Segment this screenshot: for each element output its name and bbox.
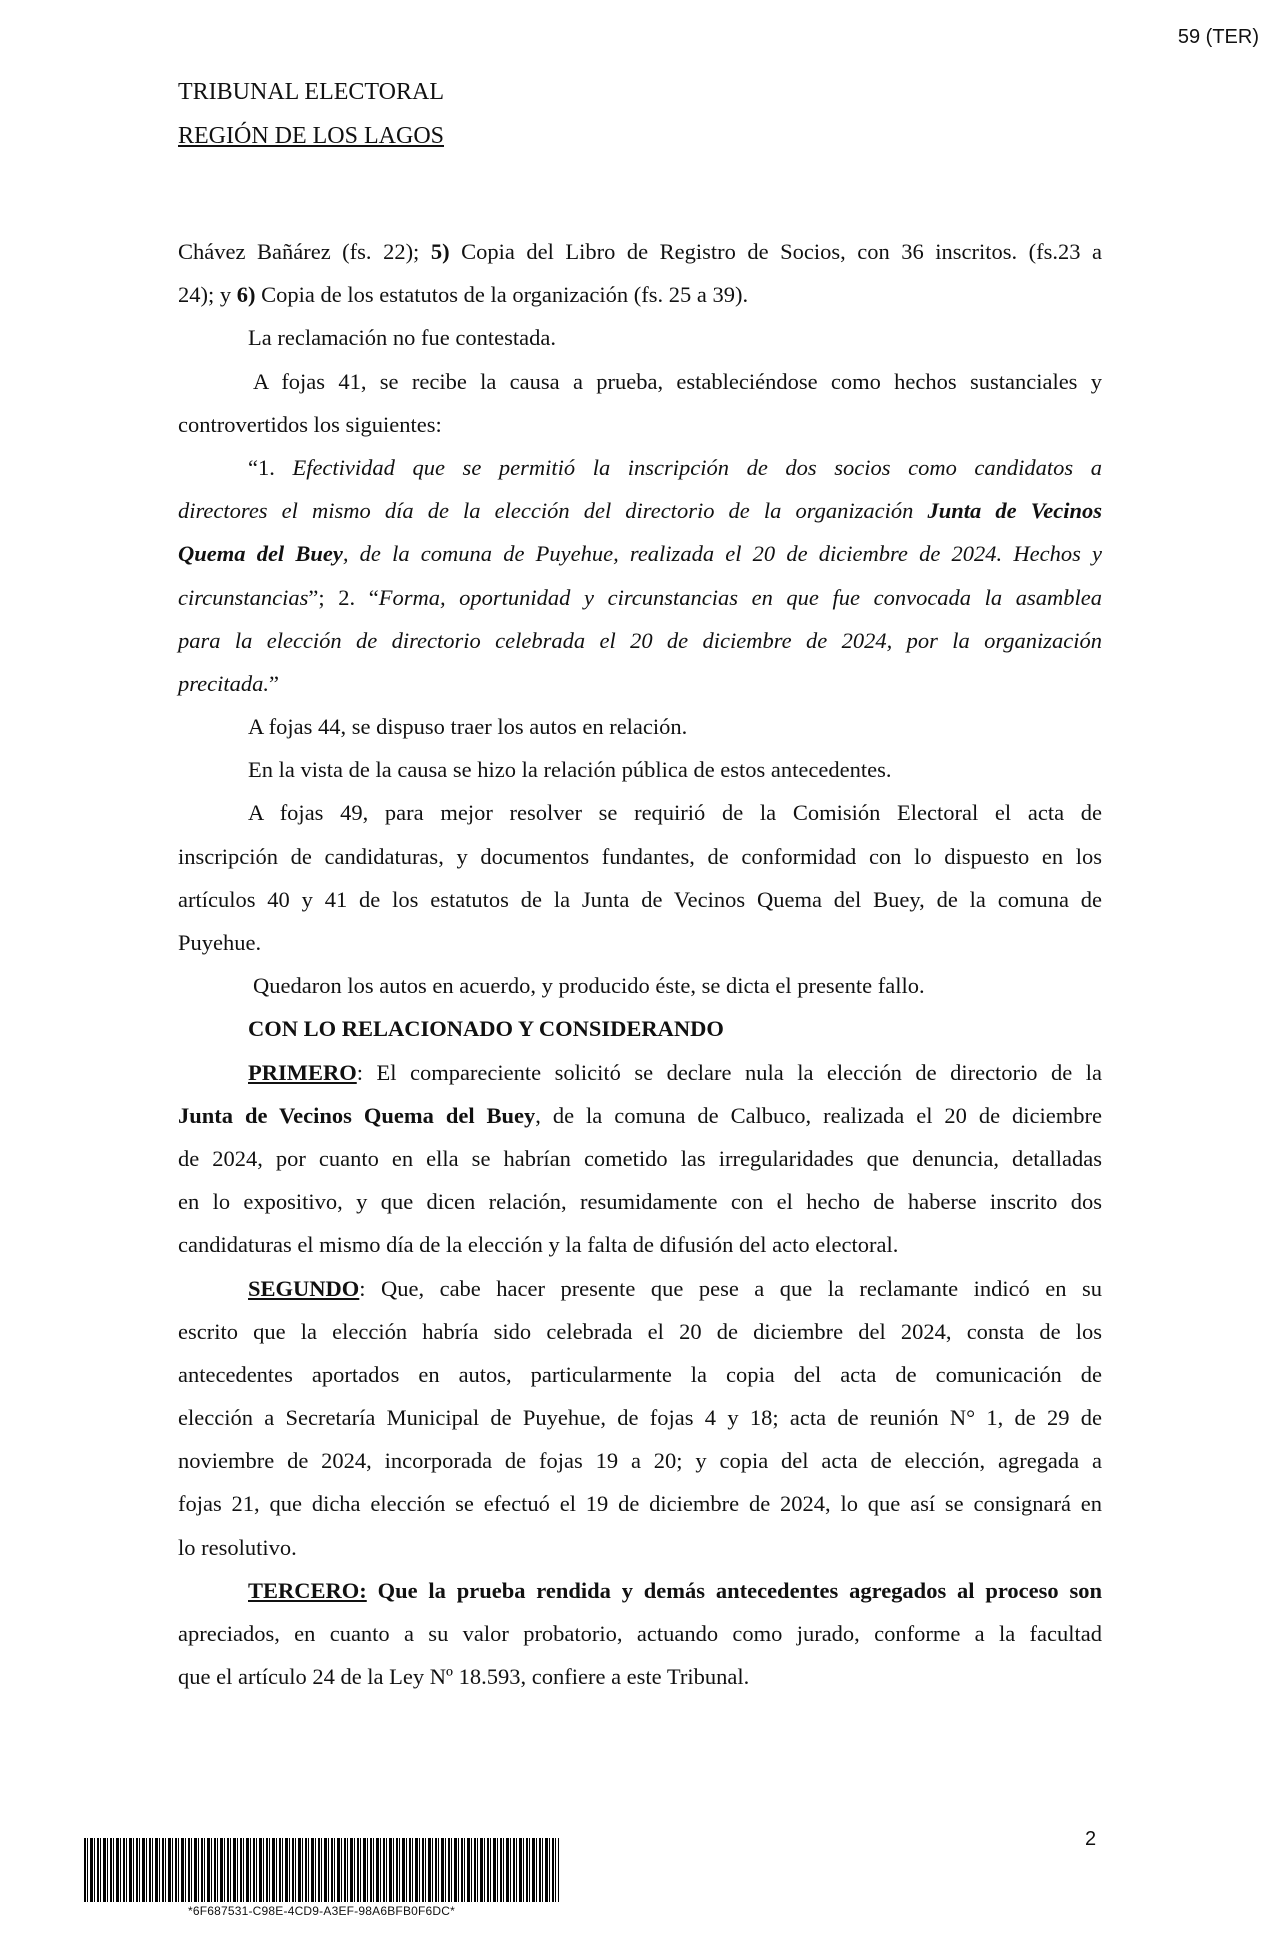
- court-name: TRIBUNAL ELECTORAL: [178, 79, 444, 105]
- text-line: PRIMERO: El compareciente solicitó se declare nula la elección de directorio de la: [248, 1059, 1102, 1085]
- section-heading: CON LO RELACIONADO Y CONSIDERANDO: [248, 1016, 724, 1042]
- barcode: [84, 1838, 559, 1918]
- text-line: inscripción de candidaturas, y documentos fundantes, de conformidad con lo dispuesto en los: [178, 843, 1102, 869]
- clause-label: SEGUNDO: [248, 1275, 360, 1301]
- text-line: elección a Secretaría Municipal de Puyehue, de fojas 4 y 18; acta de reunión N° 1, de 29 de: [178, 1405, 1102, 1431]
- text-line: circunstancias”; 2. “Forma, oportunidad y circunstancias en que fue convocada la asamblea: [178, 584, 1102, 610]
- text-line: Junta de Vecinos Quema del Buey, de la comuna de Calbuco, realizada el 20 de diciembre: [178, 1102, 1103, 1128]
- text-line: antecedentes aportados en autos, particularmente la copia del acta de comunicación de: [178, 1361, 1102, 1387]
- text-line: A fojas 44, se dispuso traer los autos en relación.: [248, 714, 688, 740]
- text-line: Chávez Bañárez (fs. 22); 5) Copia del Libro de Registro de Socios, con 36 inscritos. (fs.23 a: [178, 239, 1102, 264]
- court-region: REGIÓN DE LOS LAGOS: [178, 123, 444, 149]
- text-line: “1. Efectividad que se permitió la inscripción de dos socios como candidatos a: [248, 454, 1102, 480]
- text-line: controvertidos los siguientes:: [178, 411, 442, 437]
- barcode-bars: [84, 1838, 559, 1902]
- text-line: para la elección de directorio celebrada el 20 de diciembre de 2024, por la organización: [178, 627, 1102, 653]
- text-line: fojas 21, que dicha elección se efectuó el 19 de diciembre de 2024, lo que así se consignará en: [178, 1491, 1102, 1517]
- barcode-label: *6F687531-C98E-4CD9-A3EF-98A6BFB0F6DC*: [187, 1904, 456, 1918]
- text-line: A fojas 41, se recibe la causa a prueba, estableciéndose como hechos sustanciales y: [253, 368, 1102, 394]
- text-line: 24); y 6) Copia de los estatutos de la organización (fs. 25 a 39).: [178, 282, 749, 308]
- clause-label: PRIMERO: [248, 1059, 357, 1085]
- text-line: Quema del Buey, de la comuna de Puyehue, realizada el 20 de diciembre de 2024. Hechos y: [178, 541, 1102, 567]
- text-line: candidaturas el mismo día de la elección y la falta de difusión del acto electoral.: [178, 1232, 899, 1258]
- text-line: noviembre de 2024, incorporada de fojas 19 a 20; y copia del acta de elección, agregada a: [178, 1448, 1102, 1474]
- clause-label: TERCERO:: [248, 1577, 367, 1603]
- text-line: apreciados, en cuanto a su valor probatorio, actuando como jurado, conforme a la facultad: [178, 1621, 1102, 1646]
- text-line: precitada.”: [178, 670, 280, 696]
- text-line: escrito que la elección habría sido celebrada el 20 de diciembre del 2024, consta de los: [178, 1318, 1102, 1344]
- text-line: que el artículo 24 de la Ley Nº 18.593, confiere a este Tribunal.: [178, 1664, 750, 1690]
- page-reference: 59 (TER): [1177, 26, 1259, 48]
- text-line: A fojas 49, para mejor resolver se requirió de la Comisión Electoral el acta de: [248, 800, 1102, 826]
- text-line: SEGUNDO: Que, cabe hacer presente que pese a que la reclamante indicó en su: [248, 1275, 1102, 1301]
- text-line: en lo expositivo, y que dicen relación, resumidamente con el hecho de haberse inscrito dos: [178, 1189, 1102, 1215]
- page-number: 2: [1085, 1828, 1097, 1850]
- text-line: Quedaron los autos en acuerdo, y producido éste, se dicta el presente fallo.: [253, 973, 925, 999]
- text-line: Puyehue.: [178, 930, 262, 955]
- document-body: [178, 230, 1102, 1698]
- court-header: [178, 70, 444, 158]
- text-line: directores el mismo día de la elección del directorio de la organización Junta de Vecinos: [178, 498, 1102, 524]
- text-line: de 2024, por cuanto en ella se habrían cometido las irregularidades que denuncia, detalladas: [178, 1145, 1102, 1171]
- text-line: En la vista de la causa se hizo la relación pública de estos antecedentes.: [248, 757, 892, 783]
- text-line: La reclamación no fue contestada.: [248, 325, 556, 351]
- text-line: artículos 40 y 41 de los estatutos de la Junta de Vecinos Quema del Buey, de la comuna de: [178, 886, 1102, 912]
- text-line: TERCERO: Que la prueba rendida y demás antecedentes agregados al proceso son: [248, 1577, 1102, 1603]
- text-line: lo resolutivo.: [178, 1534, 297, 1560]
